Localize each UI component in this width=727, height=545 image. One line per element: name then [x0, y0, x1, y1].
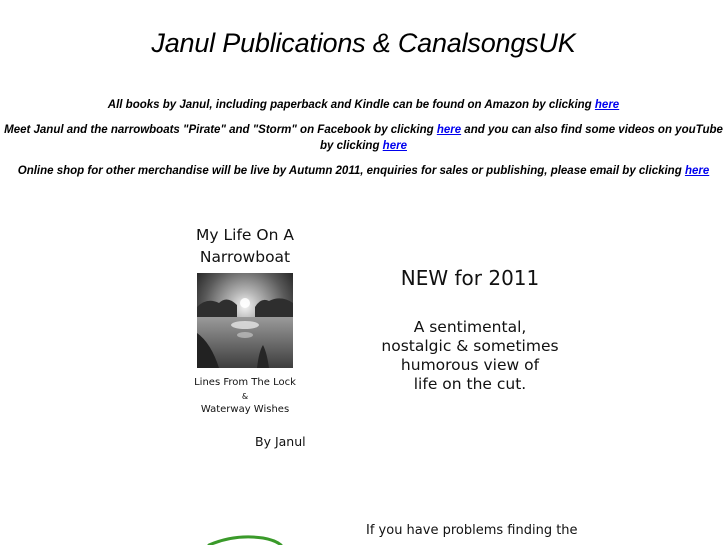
book-title-line-1: My Life On A: [196, 226, 294, 244]
book-blurb: [360, 318, 580, 394]
amazon-notice-text: All books by Janul, including paperback and Kindle can be found on Amazon by clicking: [107, 99, 595, 111]
email-here-link[interactable]: here: [684, 165, 710, 177]
facebook-notice: [4, 122, 723, 154]
shop-notice-text: Online shop for other merchandise will be live by Autumn 2011, enquiries for sales or publishing, please email by clicking: [17, 165, 685, 177]
book-subtitle-line-2: Waterway Wishes: [200, 404, 290, 415]
new-for-2011-heading: NEW for 2011: [400, 266, 540, 290]
blurb-line-1: A sentimental,: [413, 318, 527, 336]
amazon-here-link[interactable]: here: [594, 99, 620, 111]
help-finding-text: If you have problems finding the: [366, 523, 578, 538]
blurb-line-3: humorous view of: [400, 356, 540, 374]
shop-notice: [4, 163, 723, 179]
book-subtitle-line-1: Lines From The Lock: [194, 377, 296, 388]
canal-sunset-photo: [197, 273, 293, 368]
book-title-line-2: Narrowboat: [199, 248, 291, 266]
book-subtitle-amp: &: [241, 392, 249, 401]
facebook-notice-text: Meet Janul and the narrowboats "Pirate" and "Storm" on Facebook by clicking: [4, 124, 437, 136]
youtube-here-link[interactable]: here: [382, 140, 407, 152]
amazon-notice: [4, 97, 723, 113]
site-title: Janul Publications & CanalsongsUK: [151, 28, 576, 58]
blurb-line-2: nostalgic & sometimes: [381, 337, 559, 355]
facebook-here-link[interactable]: here: [436, 124, 462, 136]
youtube-notice-text: and you can also find some videos on youTube by clicking: [320, 124, 723, 152]
book-byline: By Janul: [255, 434, 306, 449]
book-cover-image[interactable]: [197, 273, 293, 368]
book-title: [175, 224, 315, 268]
blurb-line-4: life on the cut.: [413, 375, 527, 393]
green-swoosh-graphic: [205, 528, 285, 545]
